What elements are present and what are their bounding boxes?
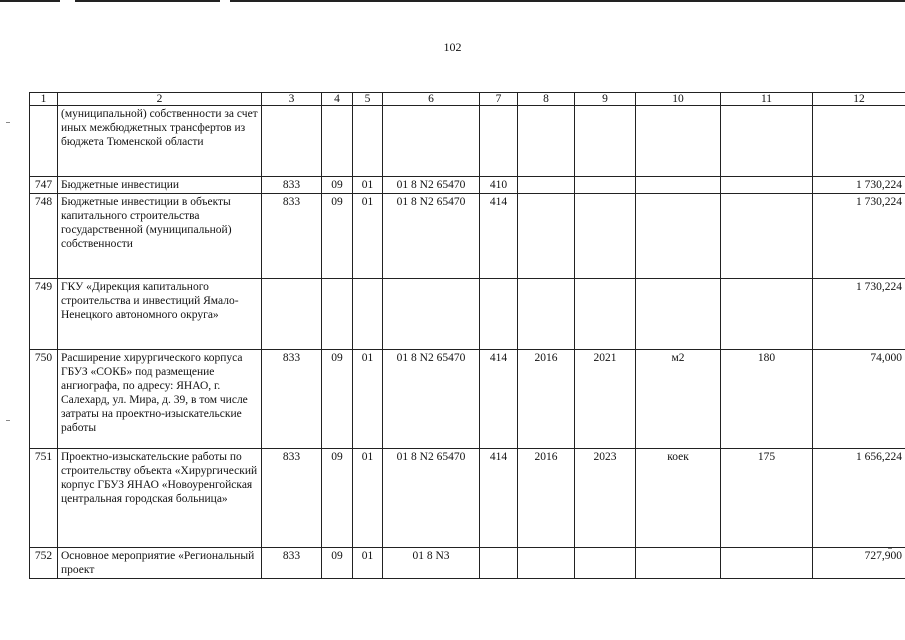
cell-col4: 09 — [322, 548, 353, 579]
cell-col11: 175 — [721, 449, 813, 548]
cell-col7: 410 — [480, 177, 518, 194]
cell-col7: 414 — [480, 350, 518, 449]
cell-col9 — [575, 194, 636, 279]
cell-col4: 09 — [322, 350, 353, 449]
column-header: 7 — [480, 93, 518, 106]
cell-col6: 01 8 N3 — [383, 548, 480, 579]
column-header: 2 — [58, 93, 262, 106]
column-header: 12 — [813, 93, 905, 106]
column-header: 4 — [322, 93, 353, 106]
page-number: 102 — [443, 40, 462, 54]
row-name: Бюджетные инвестиции в объекты капитального строительства государственной (муниципальной) собственности — [58, 194, 262, 279]
row-name: (муниципальной) собственности за счет иных межбюджетных трансфертов из бюджета Тюменской области — [58, 106, 262, 177]
cell-col6 — [383, 106, 480, 177]
cell-col12: 1 730,224 — [813, 177, 905, 194]
cell-col3: 833 — [262, 548, 322, 579]
scan-mark — [6, 122, 10, 123]
cell-col5: 01 — [353, 177, 383, 194]
row-name: Расширение хирургического корпуса ГБУЗ «СОКБ» под размещение ангиографа, по адресу: ЯНАО, г. Салехард, ул. Мира, д. 39, в том числе затраты на проектно-изыскательские работы — [58, 350, 262, 449]
cell-col10 — [636, 194, 721, 279]
cell-col10 — [636, 177, 721, 194]
cell-col5: 01 — [353, 350, 383, 449]
cell-col11 — [721, 194, 813, 279]
column-header: 8 — [518, 93, 575, 106]
cell-col6: 01 8 N2 65470 — [383, 194, 480, 279]
scan-mark — [6, 420, 10, 421]
column-header: 1 — [30, 93, 58, 106]
header-row — [30, 93, 905, 106]
cell-col8 — [518, 548, 575, 579]
cell-col10: коек — [636, 449, 721, 548]
cell-col5: 01 — [353, 548, 383, 579]
table-row — [30, 279, 905, 350]
scan-mark — [888, 548, 892, 549]
cell-col7: 414 — [480, 449, 518, 548]
table-row — [30, 106, 905, 177]
cell-col9 — [575, 279, 636, 350]
row-name: Проектно-изыскательские работы по строительству объекта «Хирургический корпус ГБУЗ ЯНАО «Новоуренгойская центральная городская больница» — [58, 449, 262, 548]
row-number: 752 — [30, 548, 58, 579]
cell-col8: 2016 — [518, 449, 575, 548]
top-rule-left — [0, 0, 60, 2]
top-rule-right — [230, 0, 905, 2]
cell-col6: 01 8 N2 65470 — [383, 350, 480, 449]
cell-col9 — [575, 106, 636, 177]
cell-col8 — [518, 279, 575, 350]
cell-col7 — [480, 548, 518, 579]
cell-col12: 1 730,224 — [813, 194, 905, 279]
cell-col9 — [575, 177, 636, 194]
column-header: 3 — [262, 93, 322, 106]
cell-col5 — [353, 106, 383, 177]
cell-col4: 09 — [322, 194, 353, 279]
cell-col9: 2023 — [575, 449, 636, 548]
row-number: 750 — [30, 350, 58, 449]
cell-col3 — [262, 279, 322, 350]
cell-col8 — [518, 194, 575, 279]
row-number: 748 — [30, 194, 58, 279]
cell-col4: 09 — [322, 177, 353, 194]
table-row — [30, 177, 905, 194]
cell-col11: 180 — [721, 350, 813, 449]
cell-col7 — [480, 106, 518, 177]
cell-col7 — [480, 279, 518, 350]
row-name: ГКУ «Дирекция капитального строительства и инвестиций Ямало-Ненецкого автономного округа» — [58, 279, 262, 350]
row-number — [30, 106, 58, 177]
column-header: 6 — [383, 93, 480, 106]
cell-col4 — [322, 279, 353, 350]
cell-col3: 833 — [262, 449, 322, 548]
cell-col10 — [636, 279, 721, 350]
cell-col12 — [813, 106, 905, 177]
table-row — [30, 449, 905, 548]
cell-col4: 09 — [322, 449, 353, 548]
cell-col6 — [383, 279, 480, 350]
cell-col12: 1 730,224 — [813, 279, 905, 350]
cell-col12: 74,000 — [813, 350, 905, 449]
cell-col12: 1 656,224 — [813, 449, 905, 548]
cell-col3: 833 — [262, 194, 322, 279]
cell-col8 — [518, 106, 575, 177]
cell-col3 — [262, 106, 322, 177]
row-name: Основное мероприятие «Региональный проект — [58, 548, 262, 579]
cell-col5: 01 — [353, 449, 383, 548]
cell-col3: 833 — [262, 177, 322, 194]
cell-col9: 2021 — [575, 350, 636, 449]
table-row — [30, 194, 905, 279]
cell-col6: 01 8 N2 65470 — [383, 177, 480, 194]
cell-col6: 01 8 N2 65470 — [383, 449, 480, 548]
cell-col5 — [353, 279, 383, 350]
cell-col8: 2016 — [518, 350, 575, 449]
cell-col10 — [636, 106, 721, 177]
column-header: 9 — [575, 93, 636, 106]
cell-col11 — [721, 106, 813, 177]
row-number: 747 — [30, 177, 58, 194]
budget-table — [29, 92, 905, 579]
column-header: 11 — [721, 93, 813, 106]
cell-col8 — [518, 177, 575, 194]
cell-col4 — [322, 106, 353, 177]
cell-col3: 833 — [262, 350, 322, 449]
table-row — [30, 350, 905, 449]
table-row — [30, 548, 905, 579]
cell-col11 — [721, 279, 813, 350]
cell-col12: 727,900 — [813, 548, 905, 579]
cell-col10: м2 — [636, 350, 721, 449]
column-header: 10 — [636, 93, 721, 106]
cell-col11 — [721, 177, 813, 194]
cell-col5: 01 — [353, 194, 383, 279]
row-number: 751 — [30, 449, 58, 548]
row-name: Бюджетные инвестиции — [58, 177, 262, 194]
top-rule-mid — [75, 0, 220, 2]
cell-col10 — [636, 548, 721, 579]
cell-col9 — [575, 548, 636, 579]
cell-col7: 414 — [480, 194, 518, 279]
row-number: 749 — [30, 279, 58, 350]
cell-col11 — [721, 548, 813, 579]
column-header: 5 — [353, 93, 383, 106]
